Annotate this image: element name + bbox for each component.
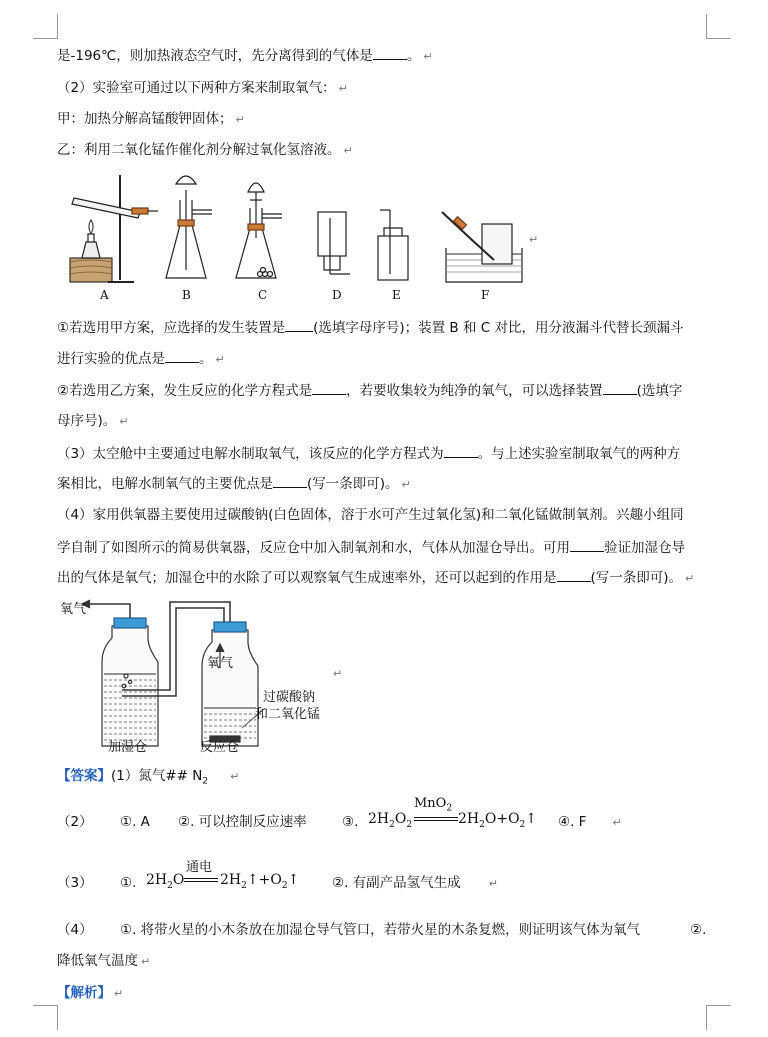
apparatus-label-c: C xyxy=(258,288,268,302)
answer-1-subscript: 2 xyxy=(202,776,209,787)
apparatus-label-f: F xyxy=(481,288,490,302)
q2-2-line-2 xyxy=(57,411,129,432)
apparatus-label-a: A xyxy=(100,288,109,302)
paragraph-mark-icon: ↵ xyxy=(423,50,433,63)
q2-1-line xyxy=(57,317,684,338)
answer-blank xyxy=(557,567,591,582)
q2-2-text-b: ，若要收集较为纯净的氧气，可以选择装置 xyxy=(346,383,603,399)
q4-line xyxy=(57,505,684,525)
analysis-tag: 【解析】 xyxy=(57,985,111,1001)
apparatus-e xyxy=(378,210,408,280)
equation-bar-bottom xyxy=(414,820,458,821)
answer-blank xyxy=(312,380,346,395)
paragraph-mark-icon: ↵ xyxy=(333,667,343,680)
answer-blank xyxy=(603,380,637,395)
q3-text-a: （3）太空舱中主要通过电解水制取氧气，该反应的化学方程式为 xyxy=(57,446,444,462)
apparatus-d xyxy=(318,212,350,274)
paragraph-mark-icon: ↵ xyxy=(141,955,151,968)
paragraph-mark-icon: ↵ xyxy=(343,144,353,157)
q3-text-c: 案相比，电解水制氧气的主要优点是 xyxy=(57,476,273,492)
paragraph-mark-icon: ↵ xyxy=(230,770,240,783)
paragraph-mark-icon: ↵ xyxy=(488,877,498,890)
apparatus-label-b: B xyxy=(182,288,191,302)
equation-right-text: 2H xyxy=(458,811,480,827)
answer-2-4-text: ④. F xyxy=(558,814,587,830)
apparatus-f xyxy=(442,212,522,282)
answer-blank xyxy=(444,443,478,458)
q2-1-text-c: 进行实验的优点是 xyxy=(57,351,165,367)
paragraph-mark-icon: ↵ xyxy=(119,415,129,428)
answer-3-2 xyxy=(332,873,498,894)
crop-mark-bottom-right xyxy=(706,1005,731,1030)
answer-4-1-text: ①. 将带火星的小木条放在加湿仓导气管口，若带火星的木条复燃，则证明该气体为氧气 xyxy=(120,922,641,938)
answer-4-1 xyxy=(120,920,640,940)
paragraph-mark-icon: ↵ xyxy=(401,478,411,491)
apparatus-a xyxy=(70,175,158,282)
crop-mark-top-right xyxy=(706,14,731,39)
q2-2-text-d: 母序号)。 xyxy=(57,413,117,429)
equation-bar-top xyxy=(184,878,218,879)
q4-line-2 xyxy=(57,537,685,558)
plan-yi-text: 乙：利用二氧化锰作催化剂分解过氧化氢溶液。 xyxy=(57,142,341,158)
q1-tail-text: 是-196℃，则加热液态空气时，先分离得到的气体是 xyxy=(57,48,373,64)
q3-line-2 xyxy=(57,473,411,495)
answer-3-1-mark xyxy=(120,873,136,893)
answer-4-2-text: 降低氧气温度 xyxy=(57,953,138,969)
equation-left: $2H_2O_2$ xyxy=(368,811,413,830)
answer-4-line xyxy=(57,920,93,940)
equation-left: $2H_2O$ xyxy=(146,872,185,891)
answer-blank xyxy=(273,473,307,488)
equation-bar-top xyxy=(414,817,458,818)
answer-2-2 xyxy=(178,812,307,832)
crop-mark-bottom-left xyxy=(33,1005,58,1030)
answer-2-3-mark-text: ③. xyxy=(342,814,359,830)
paragraph-mark-icon: ↵ xyxy=(612,816,622,829)
plan-jia-line xyxy=(57,109,245,130)
answer-3-2-text: ②. 有副产品氢气生成 xyxy=(332,875,461,891)
q4-text-b1: 学自制了如图所示的简易供氧器，反应仓中加入制氧剂和水，气体从加湿仓导出。可用 xyxy=(57,540,570,556)
paragraph-mark-icon: ↵ xyxy=(114,987,124,1000)
equation-bar-bottom xyxy=(184,881,218,882)
plan-jia-text: 甲：加热分解高锰酸钾固体； xyxy=(57,111,233,127)
answer-blank xyxy=(285,317,313,332)
answer-3-equation xyxy=(146,856,316,896)
answer-2-2-text: ②. 可以控制反应速率 xyxy=(178,814,307,830)
answer-2-1 xyxy=(120,812,150,832)
answer-blank xyxy=(165,348,199,363)
paragraph-mark-icon: ↵ xyxy=(338,82,348,95)
answer-4-2-mark xyxy=(690,920,706,940)
q4-text-c2: (写一条即可)。 xyxy=(590,570,683,586)
q2-1-line-2 xyxy=(57,348,225,370)
q4-line-3 xyxy=(57,567,694,589)
equation-right: $2H_2↑+O_2↑$ xyxy=(220,872,300,891)
answer-2-number: （2） xyxy=(57,814,93,830)
q2-intro-line xyxy=(57,78,348,99)
answer-blank xyxy=(373,45,407,60)
paragraph-mark-icon: ↵ xyxy=(235,113,245,126)
paragraph-mark-icon: ↵ xyxy=(215,353,225,366)
answer-2-4 xyxy=(558,812,622,833)
answer-2-line xyxy=(57,812,93,832)
q2-1-text-a: ①若选用甲方案，应选择的发生装置是 xyxy=(57,320,286,336)
answer-4-line-2 xyxy=(57,951,150,972)
q3-text-d: (写一条即可)。 xyxy=(307,476,399,492)
device-humidify-label: 加湿仓 xyxy=(108,740,148,755)
equation-left-text: 2H xyxy=(368,811,390,827)
electrolysis-condition: 通电 xyxy=(186,860,213,875)
device-reagent-label-2: 和二氧化锰 xyxy=(255,707,321,722)
q2-2-line xyxy=(57,380,682,401)
apparatus-c xyxy=(236,183,282,278)
answer-tag: 【答案】 xyxy=(57,768,111,784)
answer-2-3-mark xyxy=(342,812,358,832)
q2-2-text-c: (选填字 xyxy=(636,383,683,399)
q2-1-text-d: 。 xyxy=(199,351,213,367)
equation-right: $2H_2O+O_2↑$ xyxy=(458,811,538,830)
q2-intro-text: （2）实验室可通过以下两种方案来制取氧气： xyxy=(57,80,336,96)
answer-4-2-mark-text: ②. xyxy=(690,922,707,938)
device-oxygen-in-label: 氧气 xyxy=(207,656,234,671)
q3-text-b: 。与上述实验室制取氧气的两种方 xyxy=(477,446,681,462)
q2-1-text-b: (选填字母序号)；装置 B 和 C 对比，用分液漏斗代替长颈漏斗 xyxy=(313,320,684,336)
answer-1-text: (1）氮气## N xyxy=(111,768,203,784)
q4-text-c1: 出的气体是氧气；加湿仓中的水除了可以观察氧气生成速率外，还可以起到的作用是 xyxy=(57,570,557,586)
q4-text-b2: 验证加湿仓导 xyxy=(604,540,685,556)
oxygen-device-figure xyxy=(60,596,350,756)
q2-2-text-a: ②若选用乙方案，发生反应的化学方程式是 xyxy=(57,383,313,399)
answer-4-number: （4） xyxy=(57,922,93,938)
device-reaction-label: 反应仓 xyxy=(200,740,240,755)
plan-yi-line xyxy=(57,140,353,161)
q3-line xyxy=(57,443,680,464)
apparatus-label-e: E xyxy=(392,288,401,302)
apparatus-figure xyxy=(60,170,540,305)
catalyst-text: MnO xyxy=(414,796,447,811)
answer-blank xyxy=(570,537,604,552)
answer-1-line xyxy=(57,766,239,792)
q4-text-a: （4）家用供氧器主要使用过碳酸钠(白色固体，溶于水可产生过氧化氢)和二氧化锰做制氧剂。兴趣小组同 xyxy=(57,507,684,523)
answer-2-1-text: ①. A xyxy=(120,814,150,830)
answer-3-number: （3） xyxy=(57,875,93,891)
crop-mark-top-left xyxy=(33,14,58,39)
paragraph-mark-icon: ↵ xyxy=(685,572,695,585)
answer-2-equation xyxy=(368,796,538,836)
q1-end: 。 xyxy=(406,48,421,64)
analysis-line xyxy=(57,983,123,1004)
apparatus-label-d: D xyxy=(332,288,342,302)
answer-3-1-mark-text: ①. xyxy=(120,875,137,891)
answer-3-line xyxy=(57,873,93,893)
catalyst-label: MnO$_2$ xyxy=(414,796,453,814)
apparatus-b xyxy=(166,176,212,278)
paragraph-mark-icon: ↵ xyxy=(529,233,539,246)
device-oxygen-out-label: 氧气 xyxy=(60,602,87,617)
q1-tail-line xyxy=(57,45,433,67)
device-reagent-label-1: 过碳酸钠 xyxy=(263,690,316,705)
